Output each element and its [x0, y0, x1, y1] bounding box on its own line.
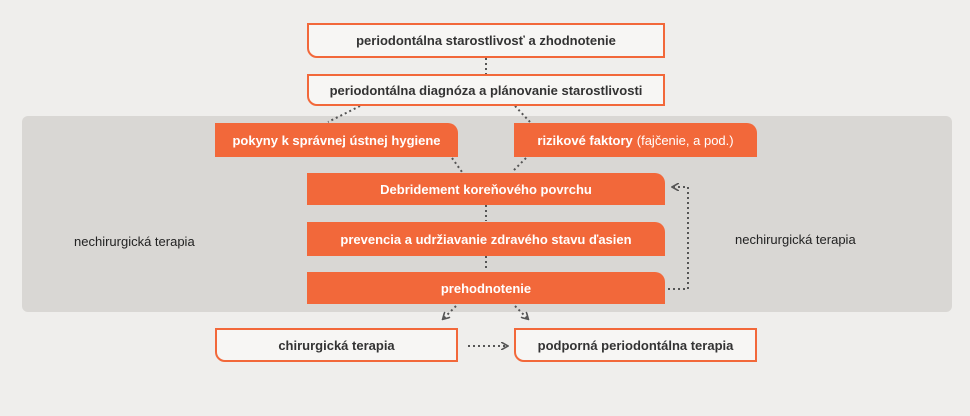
node-supportive-therapy — [514, 328, 757, 362]
node-care-assessment — [307, 23, 665, 58]
node-diagnosis-planning — [307, 74, 665, 106]
connector-reassessment-to-surgical — [444, 306, 456, 318]
node-surgical-therapy — [215, 328, 458, 362]
band-label-right: nechirurgická terapia — [735, 232, 856, 247]
node-prevention — [307, 222, 665, 256]
node-root-debridement-label: Debridement koreňového povrchu — [380, 181, 592, 197]
connector-diagnosis-to-hygiene — [328, 106, 360, 122]
node-supportive-therapy-label: podporná periodontálna terapia — [537, 337, 734, 353]
connector-hygiene-to-debridement — [452, 158, 462, 172]
connector-diagnosis-to-risk — [515, 106, 530, 122]
node-hygiene-instructions-label: pokyny k správnej ústnej hygiene — [232, 132, 441, 148]
node-diagnosis-planning-label: periodontálna diagnóza a plánovanie starostlivosti — [329, 82, 643, 98]
node-hygiene-instructions — [215, 123, 458, 157]
connector-reassessment-to-supportive — [515, 306, 527, 318]
node-surgical-therapy-label: chirurgická terapia — [278, 337, 395, 353]
node-root-debridement — [307, 173, 665, 205]
node-risk-factors — [514, 123, 757, 157]
connector-risk-to-debridement — [512, 158, 526, 172]
node-reassessment — [307, 272, 665, 304]
connector-reassessment-loop — [668, 187, 688, 289]
node-risk-factors-label: rizikové faktory — [537, 132, 633, 148]
band-label-left: nechirurgická terapia — [74, 234, 195, 249]
node-reassessment-label: prehodnotenie — [440, 280, 532, 296]
node-care-assessment-label: periodontálna starostlivosť a zhodnotenie — [356, 33, 616, 48]
node-risk-factors-note: (fajčenie, a pod.) — [636, 132, 734, 148]
node-prevention-label: prevencia a udržiavanie zdravého stavu ďasien — [340, 231, 632, 247]
